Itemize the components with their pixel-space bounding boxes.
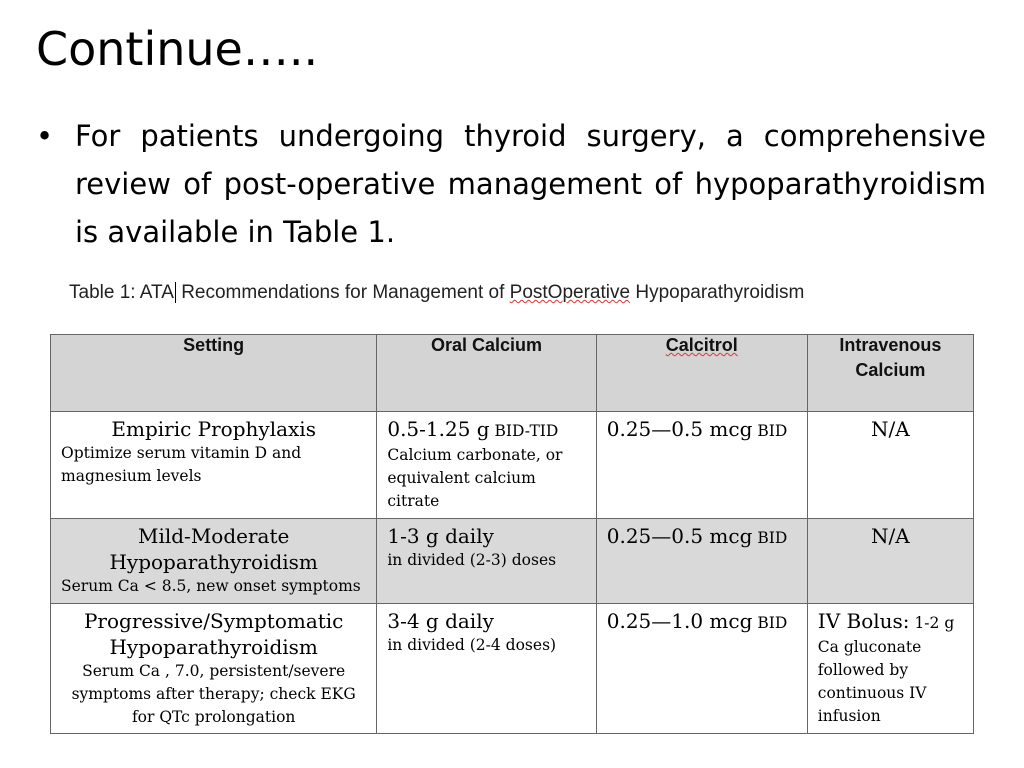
header-setting: Setting	[51, 335, 377, 412]
table-row	[51, 412, 974, 519]
row1-iv	[807, 412, 973, 519]
row3-calcitrol-freq: BID	[752, 614, 788, 632]
row3-oral	[377, 604, 596, 734]
bullet-text: For patients undergoing thyroid surgery, a comprehensive review of post-operative management of hypoparathyroidism is available in Table 1.	[75, 119, 986, 249]
row2-oral-note: in divided (2-3) doses	[387, 551, 557, 569]
row1-setting	[51, 412, 377, 519]
row1-setting-title: Empiric Prophylaxis	[111, 417, 316, 441]
row2-setting-title2: Hypoparathyroidism	[109, 550, 318, 574]
row3-oral-note: in divided (2-4 doses)	[387, 636, 557, 654]
table-caption	[69, 282, 804, 304]
header-iv-calcium	[807, 335, 973, 412]
row3-iv-dose: 1-2 g	[909, 614, 955, 632]
caption-mid: Recommendations for Management of	[175, 282, 510, 303]
row1-oral	[377, 412, 596, 519]
row2-setting	[51, 519, 377, 604]
header-iv-line1: Intravenous	[839, 335, 942, 355]
row2-calcitrol-dose: 0.25—0.5 mcg	[606, 524, 753, 548]
row1-calcitrol	[596, 412, 807, 519]
row1-setting-note: Optimize serum vitamin D and magnesium levels	[61, 444, 302, 485]
table-row	[51, 604, 974, 734]
row1-iv-value: N/A	[871, 417, 910, 441]
row3-iv	[807, 604, 973, 734]
row3-setting-note: Serum Ca , 7.0, persistent/severe symptoms after therapy; check EKG for QTc prolongation	[71, 662, 356, 726]
slide-title: Continue…..	[36, 22, 319, 76]
row2-oral	[377, 519, 596, 604]
row1-oral-dose: 0.5-1.25 g	[387, 417, 490, 441]
row3-iv-note: Ca gluconate followed by continuous IV infusion	[817, 638, 927, 725]
table-row	[51, 519, 974, 604]
recommendations-table	[50, 334, 974, 734]
header-calcitrol-label: Calcitrol	[665, 335, 738, 355]
row2-setting-title1: Mild-Moderate	[137, 524, 290, 548]
row1-calcitrol-freq: BID	[752, 422, 788, 440]
table-header-row	[51, 335, 974, 412]
row3-calcitrol	[596, 604, 807, 734]
bullet-dot-icon: •	[36, 119, 54, 153]
row3-setting	[51, 604, 377, 734]
row1-calcitrol-dose: 0.25—0.5 mcg	[606, 417, 753, 441]
row3-setting-title1: Progressive/Symptomatic	[83, 609, 344, 633]
row3-oral-dose: 3-4 g daily	[387, 609, 494, 633]
row2-calcitrol	[596, 519, 807, 604]
row2-iv-value: N/A	[871, 524, 910, 548]
row2-iv	[807, 519, 973, 604]
row1-oral-freq: BID-TID	[489, 422, 559, 440]
bullet-point	[36, 112, 986, 256]
row3-calcitrol-dose: 0.25—1.0 mcg	[606, 609, 753, 633]
header-calcitrol	[596, 335, 807, 412]
header-oral-calcium: Oral Calcium	[377, 335, 596, 412]
caption-postoperative: PostOperative	[509, 282, 631, 303]
row3-setting-title2: Hypoparathyroidism	[109, 635, 318, 659]
row2-setting-note: Serum Ca < 8.5, new onset symptoms	[61, 577, 361, 595]
header-iv-line2: Calcium	[855, 360, 926, 380]
row2-calcitrol-freq: BID	[752, 529, 788, 547]
caption-suffix: Hypoparathyroidism	[630, 282, 805, 303]
row3-iv-title: IV Bolus:	[817, 609, 910, 633]
caption-prefix: Table 1: ATA	[69, 282, 174, 303]
row2-oral-dose: 1-3 g daily	[387, 524, 494, 548]
row1-oral-note: Calcium carbonate, or equivalent calcium citrate	[387, 446, 563, 510]
